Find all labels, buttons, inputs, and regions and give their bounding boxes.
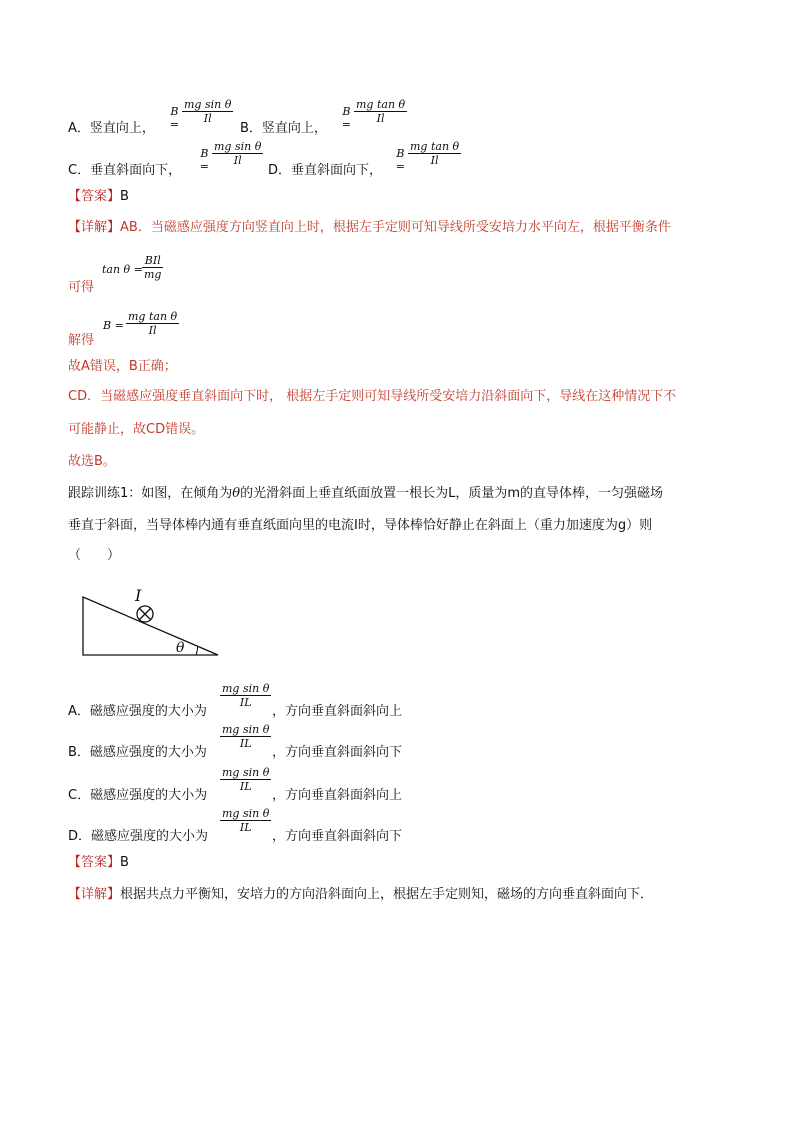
q1-b-lhs: B = (103, 319, 124, 332)
q1-option-c: C．垂直斜面向下， (68, 163, 182, 178)
q1-b-formula: $\frac{\text{mg tan θ}}{Il}$ (128, 310, 178, 337)
q2-option-c-formula: $\frac{\text{mg sin θ}}{IL}$ (222, 766, 270, 793)
incline-figure (78, 588, 228, 662)
q2-option-d: D．磁感应强度的大小为 (68, 829, 209, 844)
q2-option-c: C．磁感应强度的大小为 (68, 788, 208, 803)
q1-kede: 可得 (68, 280, 95, 295)
q1-choose: 故选B。 (68, 454, 116, 469)
q1-option-a-formula: B = mg sin θ Il (169, 98, 232, 131)
q2-option-d-direction: ，方向垂直斜面斜向下 (272, 829, 403, 844)
figure-label-current: I (135, 586, 142, 605)
q2-option-b-direction: ，方向垂直斜面斜向下 (272, 745, 403, 760)
answer-tag: 【答案】 (68, 189, 121, 204)
q2-answer: 【答案】B (68, 855, 129, 870)
q1-cd-line2: 可能静止，故CD错误。 (68, 422, 205, 437)
q1-jiede: 解得 (68, 333, 95, 348)
q1-option-b-formula: B = mg tan θ Il (341, 98, 406, 131)
q1-tan-lhs: tan θ = (102, 263, 143, 276)
q2-stem-line2: 垂直于斜面，当导体棒内通有垂直纸面向里的电流I时，导体棒恰好静止在斜面上（重力加速度为g）则 (68, 518, 653, 533)
q2-option-b: B．磁感应强度的大小为 (68, 745, 207, 760)
q1-tan-formula: BIl mg (144, 254, 162, 281)
q2-option-c-direction: ，方向垂直斜面斜向上 (272, 788, 403, 803)
q1-conclusion-ab: 故A错误，B正确； (68, 359, 177, 374)
q2-stem-line1: 跟踪训练1：如图，在倾角为θ的光滑斜面上垂直纸面放置一根长为L，质量为m的直导体棒，一匀强磁场 (68, 486, 664, 501)
q2-option-d-formula: $\frac{\text{mg sin θ}}{IL}$ (222, 807, 270, 834)
q2-stem-line3: （ ） (68, 548, 121, 563)
detail-tag: 【详解】 (68, 220, 121, 235)
q1-option-a: A．竖直向上， (68, 121, 155, 136)
q1-detail-line1: 【详解】AB．当磁感应强度方向竖直向上时，根据左手定则可知导线所受安培力水平向左，根据平衡条件 (68, 220, 671, 235)
q1-option-b: B．竖直向上， (240, 121, 327, 136)
q1-option-d: D．垂直斜面向下， (268, 163, 383, 178)
detail-tag: 【详解】 (68, 887, 121, 902)
q2-detail: 【详解】根据共点力平衡知，安培力的方向沿斜面向上，根据左手定则知，磁场的方向垂直斜面向下． (68, 887, 654, 902)
q2-option-a-formula: $\frac{\text{mg sin θ}}{IL}$ (222, 682, 270, 709)
answer-tag: 【答案】 (68, 855, 121, 870)
q2-option-a-direction: ，方向垂直斜面斜向上 (272, 704, 403, 719)
q1-option-d-formula: B = mg tan θ Il (395, 140, 460, 173)
q1-option-c-formula: B = mg sin θ Il (199, 140, 262, 173)
q1-answer: 【答案】B (68, 189, 129, 204)
q1-cd-line1: CD．当磁感应强度垂直斜面向下时， 根据左手定则可知导线所受安培力沿斜面向下，导线在这种情况下不 (68, 389, 677, 404)
incline-triangle (83, 597, 218, 655)
figure-label-angle: θ (176, 640, 185, 656)
q2-option-b-formula: $\frac{\text{mg sin θ}}{IL}$ (222, 723, 270, 750)
q2-option-a: A．磁感应强度的大小为 (68, 704, 207, 719)
